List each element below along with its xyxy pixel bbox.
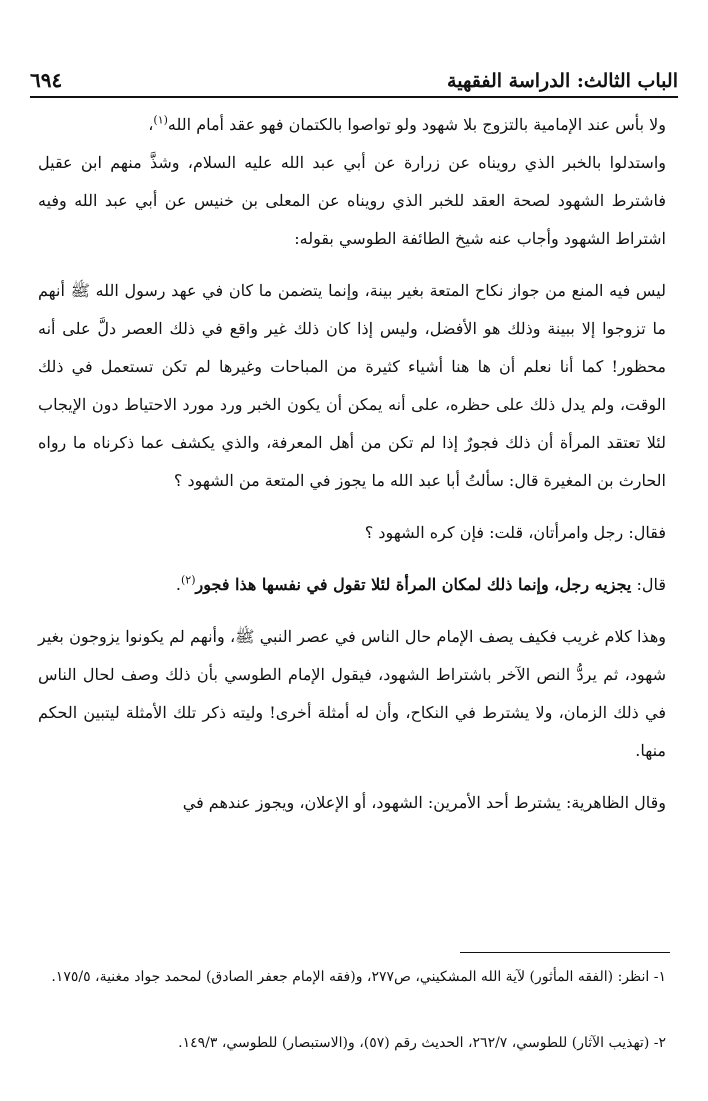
footnote-separator [460, 952, 670, 953]
main-text [38, 106, 666, 822]
footnote: ٢- (تهذيب الآثار) للطوسي، ٢٦٢/٧، الحديث رقم (٥٧)، و(الاستبصار) للطوسي، ١٤٩/٣. [178, 1035, 666, 1051]
running-header [30, 58, 678, 98]
quoted-paragraph: ليس فيه المنع من جواز نكاح المتعة بغير بينة، وإنما يتضمن ما كان في عهد رسول الله ﷺ أنهم ما تزوجوا إلا ببينة وذلك هو الأفضل، وليس إذا كان ذلك غير واقع في ذلك العصر دلَّ على أنه محظور! كما أنا نعلم أن ها هنا أشياء كثيرة من المباحات وغيرها لم تكن تستعمل في ذلك الوقت، ولم يدل ذلك على حظره، على أنه يمكن أن يكون الخبر ورد مورد الاحتياط دون الإيجاب لئلا تعتقد المرأة أن ذلك فجورٌ إذا لم تكن من أهل المعرفة، والذي يكشف عما ذكرناه ما رواه الحارث بن المغيرة قال: سألتُ أبا عبد الله ما يجوز في المتعة من الشهود ؟ [38, 281, 666, 490]
paragraph: فقال: رجل وامرأتان، قلت: فإن كره الشهود ؟ [364, 523, 666, 542]
footnote-marker: (٢) [181, 573, 196, 587]
bold-quote: يجزيه رجل، وإنما ذلك لمكان المرأة لئلا تقول في نفسها هذا فجور [195, 575, 632, 594]
paragraph: قال: يجزيه رجل، وإنما ذلك لمكان المرأة لئلا تقول في نفسها هذا فجور$^{(٢)}$. [175, 573, 666, 594]
chapter-title: الباب الثالث: الدراسة الفقهية [447, 70, 678, 92]
paragraph: وهذا كلام غريب فكيف يصف الإمام حال الناس في عصر النبي ﷺ، وأنهم لم يكونوا يزوجون بغير شهود، ثم يردُّ النص الآخر باشتراط الشهود، فيقول الإمام الطوسي بأن ذلك وصف لحال الناس في ذلك الزمان، ولا يشترط في النكاح، وأن له أمثلة أخرى! وليته ذكر تلك الأمثلة ليتبين الحكم منها. [38, 627, 666, 760]
paragraph: واستدلوا بالخبر الذي رويناه عن زرارة عن أبي عبد الله عليه السلام، وشذَّ منهم ابن عقيل فاشترط الشهود لصحة العقد للخبر الذي رويناه عن المعلى بن خنيس عن أبي عبد الله وفيه اشتراط الشهود وأجاب عنه شيخ الطائفة الطوسي بقوله: [38, 153, 666, 248]
footnote: ١- انظر: (الفقه المأثور) لآية الله المشكيني، ص٢٧٧، و(فقه الإمام جعفر الصادق) لمحمد جواد مغنية، ١٧٥/٥. [51, 969, 666, 985]
page-number: ٦٩٤ [30, 68, 63, 92]
footnote-marker: (١) [153, 113, 168, 127]
paragraph: وقال الظاهرية: يشترط أحد الأمرين: الشهود، أو الإعلان، ويجوز عندهم في [182, 793, 666, 812]
paragraph: ولا بأس عند الإمامية بالتزوج بلا شهود ولو تواصوا بالكتمان فهو عقد أمام الله$^{(١)}$، [148, 113, 666, 134]
